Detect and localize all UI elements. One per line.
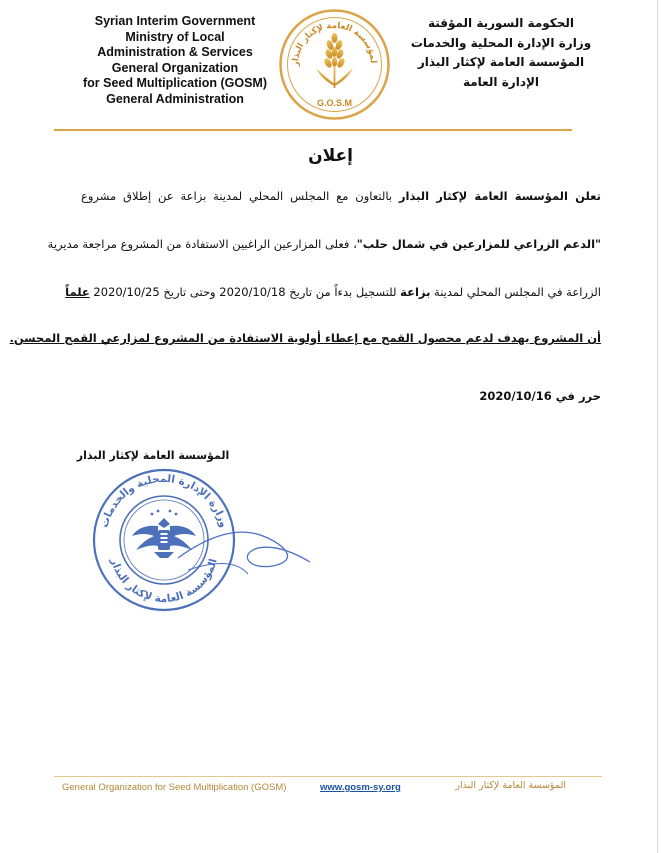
signature-organization: المؤسسة العامة لإكثار البذار xyxy=(76,449,230,462)
header-english-block xyxy=(80,14,270,107)
body-text: ، فعلى المزارعين الراغبين الاستفادة من المشروع مراجعة مديرية xyxy=(47,237,357,251)
page-edge xyxy=(657,0,658,853)
gosm-logo xyxy=(278,8,391,121)
body-line-1 xyxy=(81,188,601,204)
header-english-line: Syrian Interim Government xyxy=(94,14,256,28)
registration-dates: للتسجيل بدءاً من تاريخ 2020/10/18 وحتى تاريخ 2020/10/25 xyxy=(89,285,401,299)
eagle-emblem-icon xyxy=(132,510,196,558)
header-english-line: for Seed Multiplication (GOSM) xyxy=(82,76,268,90)
announcement-title: إعلان xyxy=(308,146,353,166)
footer-english: General Organization for Seed Multiplication (GOSM) xyxy=(62,782,287,793)
city-name: بزاعة xyxy=(400,285,431,299)
issue-date: حرر في 2020/10/16 xyxy=(479,389,601,403)
official-stamp xyxy=(88,466,313,614)
logo-arabic-text: لمؤسسة العامة لإكثار البذار xyxy=(290,20,379,67)
body-text: بالتعاون مع المجلس المحلي لمدينة بزاعة عن إطلاق مشروع xyxy=(81,189,399,203)
body-line-4: أن المشروع يهدف لدعم محصول القمح مع إعطاء أولوية الاستفادة من المشروع لمزارعي القمح المحسن. xyxy=(9,331,601,345)
header-arabic-line: المؤسسة العامة لإكثار البذار xyxy=(417,55,585,69)
header-english-line: General Administration xyxy=(106,91,244,106)
logo-abbrev: G.O.S.M xyxy=(316,98,353,108)
project-name: "الدعم الزراعي للمزارعين في شمال حلب" xyxy=(356,237,601,251)
header-english-line: General Organization xyxy=(111,60,239,75)
wheat-icon xyxy=(316,33,353,88)
header-divider xyxy=(54,129,572,131)
footer-divider xyxy=(54,776,602,777)
body-line-2 xyxy=(47,236,601,252)
header-english-line: Administration & Services xyxy=(97,45,253,59)
footer-website-link[interactable]: www.gosm-sy.org xyxy=(320,782,401,793)
header-arabic-line: وزارة الإدارة المحلية والخدمات xyxy=(410,35,592,50)
stamp-bottom-text: المؤسسة العامة لإكثار البذار xyxy=(108,557,220,606)
notice-word: علماً xyxy=(65,285,90,299)
stamp-top-text: وزارة الإدارة المحلية والخدمات xyxy=(98,472,230,529)
body-line-3 xyxy=(65,284,601,300)
header-arabic-block xyxy=(401,14,601,92)
header-arabic-line: الإدارة العامة xyxy=(462,74,540,89)
body-text: الزراعة في المجلس المحلي لمدينة xyxy=(430,285,601,299)
organization-name: تعلن المؤسسة العامة لإكثار البذار xyxy=(398,189,601,203)
header-arabic-line: الحكومة السورية المؤقتة xyxy=(427,16,575,30)
footer-arabic: المؤسسة العامة لإكثار البذار xyxy=(455,780,566,791)
header-english-line: Ministry of Local xyxy=(125,29,225,44)
